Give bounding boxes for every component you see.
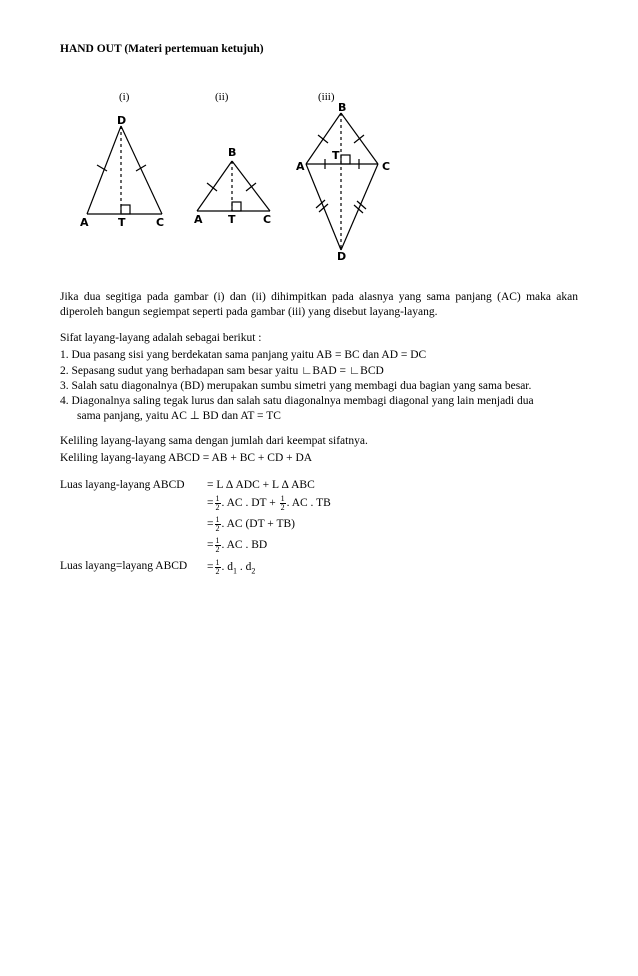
luas-eq-4: = $\frac{1}{2}$ . AC . BD	[207, 536, 268, 554]
kite-figures	[0, 80, 638, 280]
half-fraction: $\frac{1}{2}$	[215, 494, 220, 512]
fig2-label-a: A	[194, 213, 203, 226]
half-fraction: $\frac{1}{2}$	[215, 558, 220, 576]
fig3-label-a: A	[296, 160, 305, 173]
intro-paragraph: Jika dua segitiga pada gambar (i) dan (ii) dihimpitkan pada alasnya yang sama panjang (AC) maka akan diperoleh bangun segiempat seperti pada gambar (iii) yang disebut layang-layang.	[60, 291, 578, 318]
fig2-label-b: B	[228, 146, 237, 159]
triangle-figure-i	[87, 126, 162, 214]
luas-eq-2: = $\frac{1}{2}$ . AC . DT + $\frac{1}{2}$ . AC . TB	[207, 494, 331, 512]
fig1-label-d: D	[117, 114, 127, 127]
fig1-label-a: A	[80, 216, 89, 229]
fig1-label-t: T	[118, 216, 126, 229]
luas-eq-5: = $\frac{1}{2}$ . $d_1$ . $d_2$	[207, 558, 256, 576]
fig3-label-d: D	[337, 250, 347, 263]
luas-eq-3: = $\frac{1}{2}$ . AC (DT + TB)	[207, 515, 295, 533]
property-item-4: 4. Diagonalnya saling tegak lurus dan salah satu diagonalnya membagi diagonal yang lain menjadi dua	[60, 395, 534, 407]
fig2-label-c: C	[263, 213, 272, 226]
half-fraction: $\frac{1}{2}$	[215, 536, 220, 554]
caption-ii: (ii)	[215, 91, 229, 103]
triangle-figure-ii	[197, 161, 270, 211]
luas-label-2: Luas layang=layang ABCD	[60, 560, 188, 572]
handout-title: HAND OUT (Materi pertemuan ketujuh)	[60, 43, 264, 55]
properties-heading: Sifat layang-layang adalah sebagai berikut :	[60, 332, 262, 344]
fig2-label-t: T	[228, 213, 236, 226]
fig1-label-c: C	[156, 216, 165, 229]
fig3-label-t: T	[332, 149, 340, 162]
property-item-3: 3. Salah satu diagonalnya (BD) merupakan sumbu simetri yang membagi dua bagian yang sama besar.	[60, 380, 532, 392]
half-fraction: $\frac{1}{2}$	[215, 515, 220, 533]
fig3-label-c: C	[382, 160, 391, 173]
half-fraction: $\frac{1}{2}$	[280, 494, 285, 512]
keliling-formula: Keliling layang-layang ABCD = AB + BC + CD + DA	[60, 452, 313, 464]
property-item-1: 1. Dua pasang sisi yang berdekatan sama panjang yaitu AB = BC dan AD = DC	[60, 349, 427, 361]
keliling-definition: Keliling layang-layang sama dengan jumlah dari keempat sifatnya.	[60, 435, 368, 447]
luas-label: Luas layang-layang ABCD	[60, 479, 185, 491]
luas-eq-1: = L Δ ADC + L Δ ABC	[207, 479, 315, 491]
caption-i: (i)	[119, 91, 130, 103]
property-item-2: 2. Sepasang sudut yang berhadapan sam besar yaitu ∟BAD = ∟BCD	[60, 365, 384, 377]
property-item-4-cont: sama panjang, yaitu AC ⊥ BD dan AT = TC	[77, 410, 281, 422]
kite-figure-iii	[306, 113, 378, 250]
fig3-label-b: B	[338, 101, 347, 114]
caption-iii: (iii)	[318, 91, 335, 103]
